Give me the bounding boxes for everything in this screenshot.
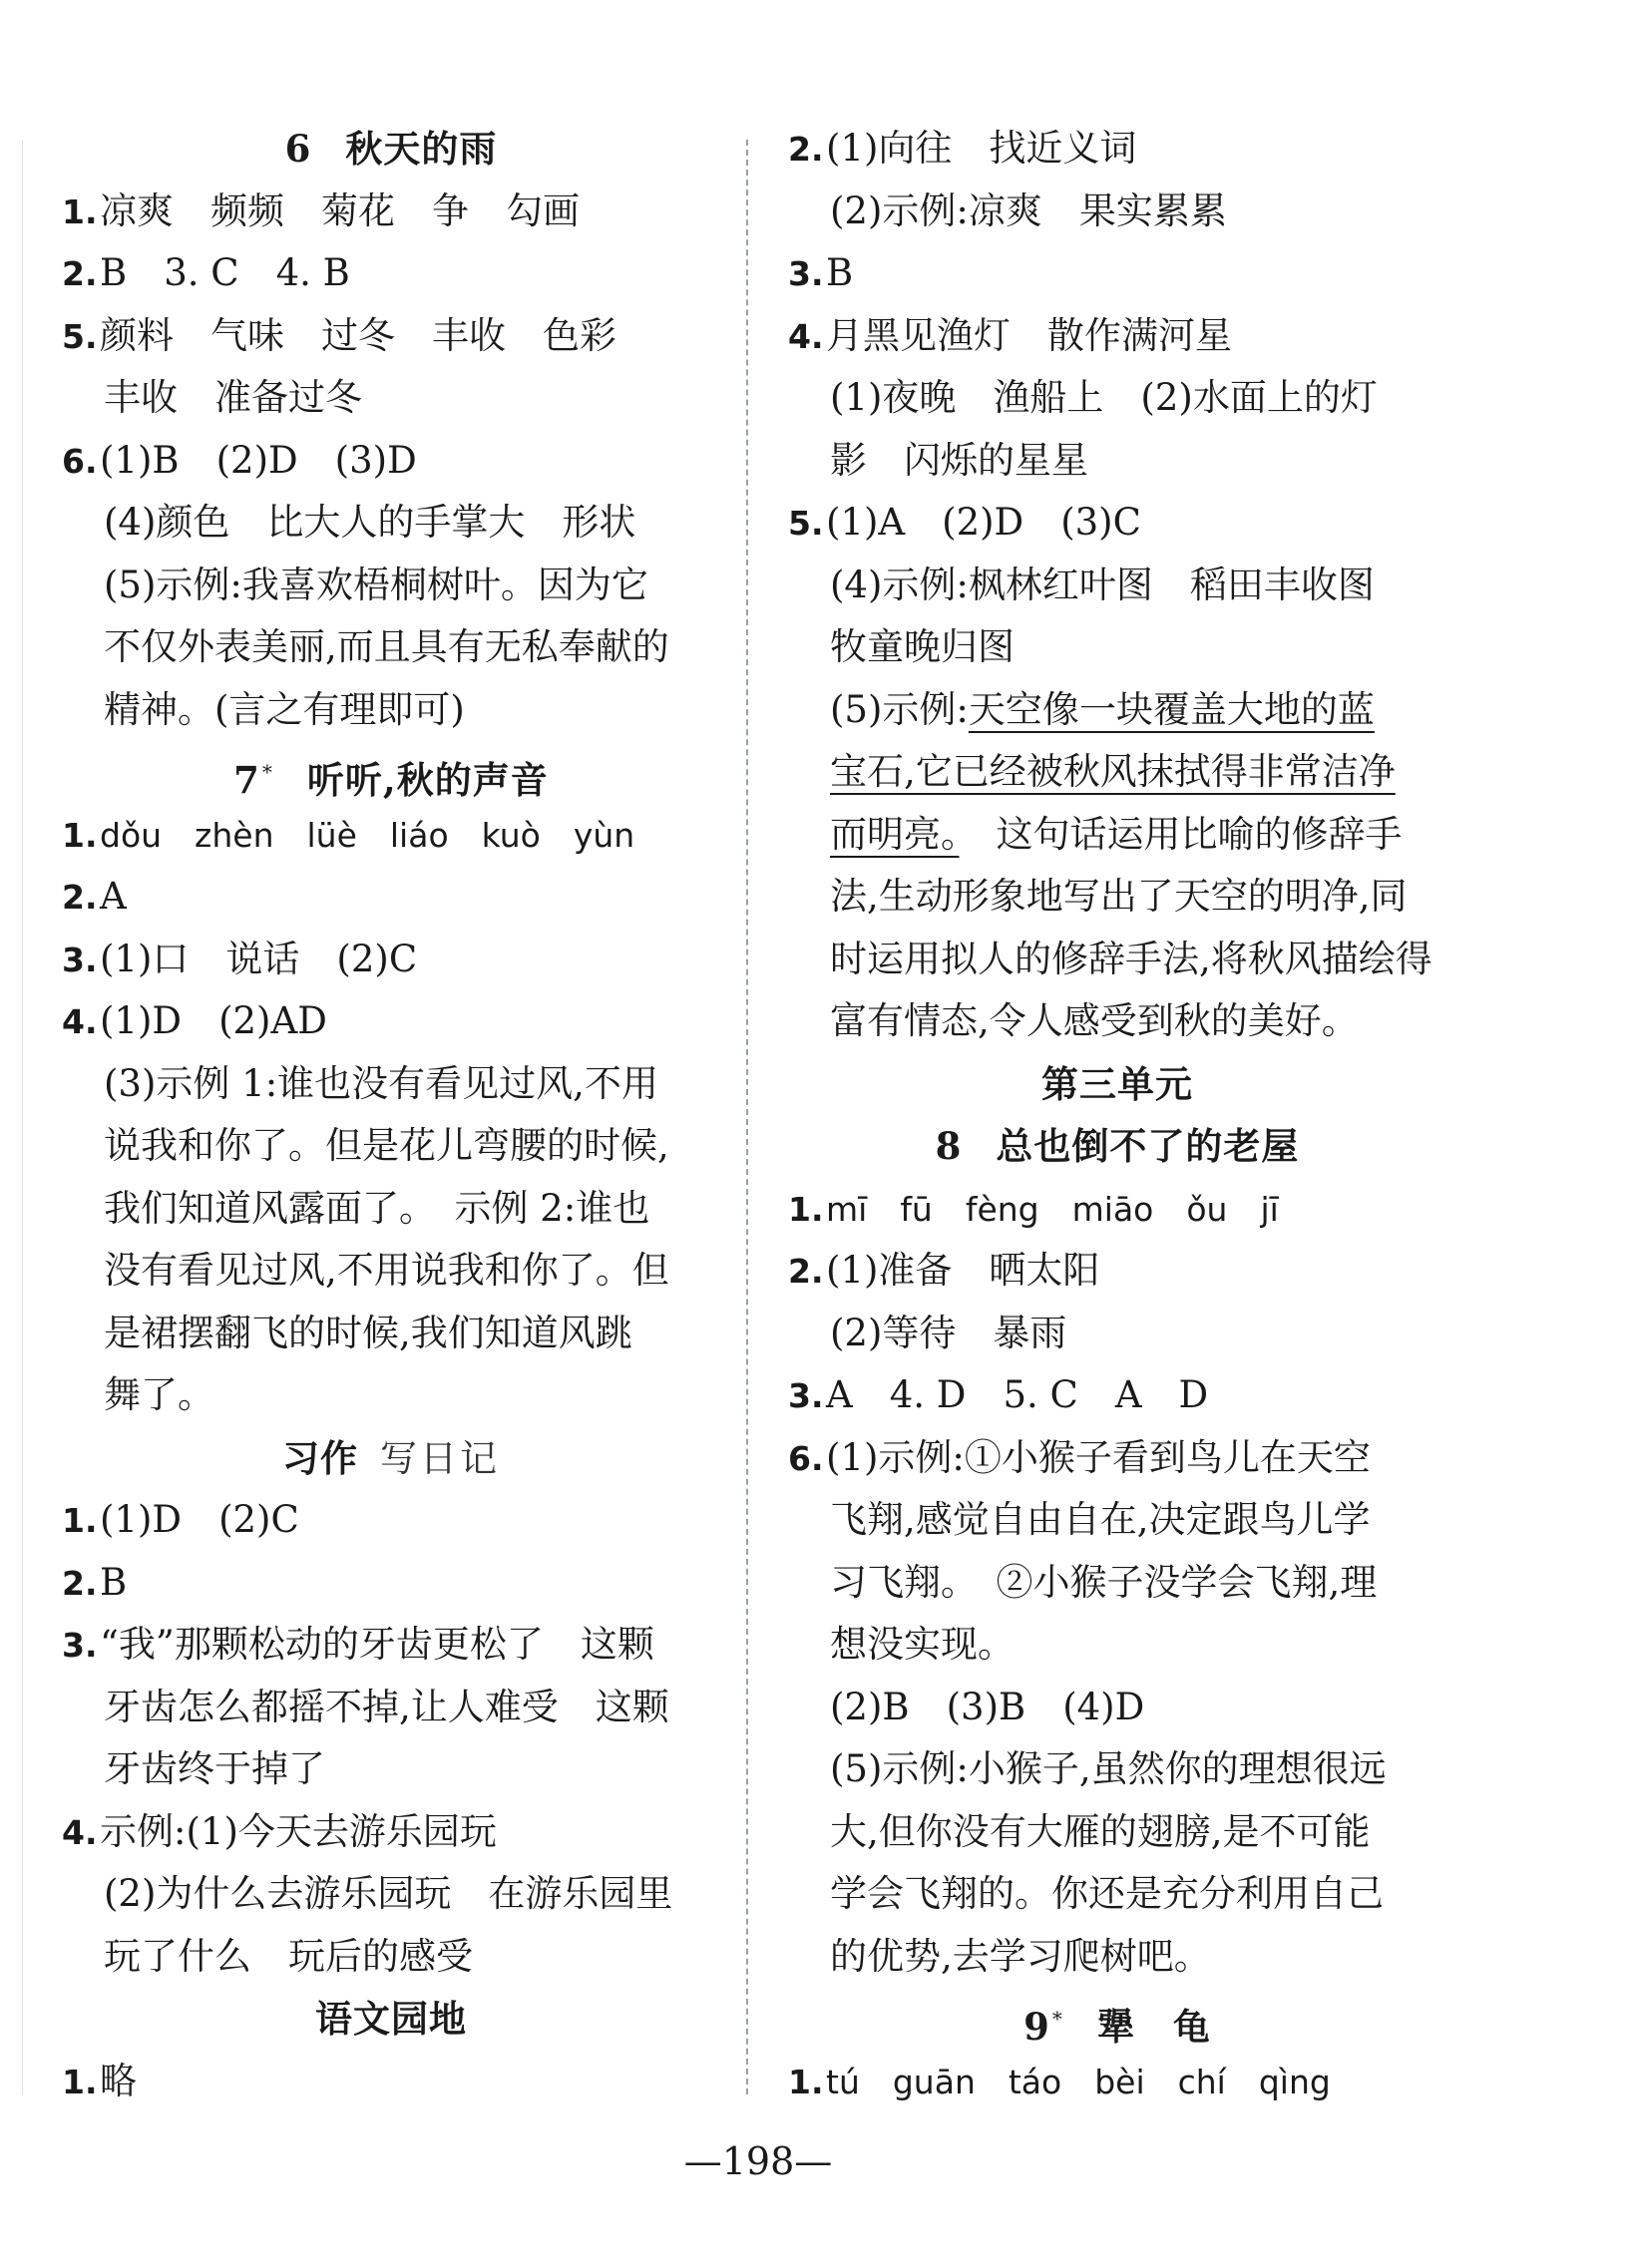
answer-line: (4)示例:枫林红叶图 稻田丰收图 [830, 563, 1375, 606]
answer-line: 而明亮。 这句话运用比喻的修辞手 [830, 812, 1403, 856]
answer-line: (5)示例:小猴子,虽然你的理想很远 [830, 1747, 1387, 1790]
answer-line: 学会飞翔的。你还是充分利用自己 [830, 1872, 1384, 1915]
answer-line: 1.tú guān táo bèi chí qìng [788, 2062, 1331, 2101]
answer-line: (4)颜色 比大人的手掌大 形状 [104, 501, 636, 544]
answer-line: 5.(1)A (2)D (3)C [788, 501, 1141, 544]
answer-line: 4.月黑见渔灯 散作满河星 [788, 313, 1232, 357]
answer-line: 时运用拟人的修辞手法,将秋风描绘得 [830, 937, 1432, 980]
answer-line: 6.(1)示例:①小猴子看到鸟儿在天空 [788, 1435, 1371, 1479]
margin-rule [22, 140, 23, 2094]
answer-line: 想没实现。 [830, 1623, 1015, 1666]
answer-line: 没有看见过风,不用说我和你了。但 [104, 1249, 669, 1292]
lesson-title: 8 总也倒不了的老屋 [935, 1124, 1300, 1168]
underlined-sentence: 天空像一块覆盖大地的蓝 [968, 687, 1375, 731]
answer-line: 习飞翔。 ②小猴子没学会飞翔,理 [830, 1560, 1378, 1604]
answer-line: 牧童晚归图 [830, 625, 1015, 668]
answer-line: 是裙摆翻飞的时候,我们知道风跳 [104, 1311, 632, 1354]
lesson-title: 7 * 听听,秋的声音 [233, 758, 549, 802]
answer-line: 飞翔,感觉自由自在,决定跟鸟儿学 [830, 1498, 1371, 1541]
column-divider [746, 140, 748, 2094]
answer-line: 1.dǒu zhèn lüè liáo kuò yùn [62, 815, 635, 855]
section-title: 语文园地 [315, 1997, 467, 2041]
lesson-title: 6 秋天的雨 [284, 127, 498, 171]
section-title: 习作 写日记 [282, 1435, 500, 1480]
answer-line: 3.(1)口 说话 (2)C [62, 937, 418, 980]
answer-line: 牙齿终于掉了 [104, 1747, 325, 1790]
answer-line: 丰收 准备过冬 [104, 376, 362, 419]
answer-line: 4.(1)D (2)AD [62, 999, 327, 1042]
answer-line: (2)B (3)B (4)D [830, 1685, 1145, 1728]
answer-line: 影 闪烁的星星 [830, 438, 1088, 482]
answer-line: 的优势,去学习爬树吧。 [830, 1934, 1211, 1978]
answer-line: 1.mī fū fèng miāo ǒu jī [788, 1189, 1279, 1229]
answer-line: 2.A [62, 875, 127, 918]
page-number: —198— [683, 2139, 833, 2183]
lesson-title: 9 * 犟 龟 [1023, 2005, 1211, 2049]
answer-line: 不仅外表美丽,而且具有无私奉献的 [104, 625, 669, 668]
answer-line: 玩了什么 玩后的感受 [104, 1934, 473, 1978]
answer-line: (1)夜晚 渔船上 (2)水面上的灯 [830, 376, 1378, 419]
answer-line: 1.(1)D (2)C [62, 1498, 299, 1541]
answer-line: 1.凉爽 频频 菊花 争 勾画 [62, 189, 580, 232]
answer-line: 1.略 [62, 2059, 137, 2102]
answer-line: 3.“我”那颗松动的牙齿更松了 这颗 [62, 1623, 654, 1666]
answer-line: 6.(1)B (2)D (3)D [62, 438, 417, 482]
answer-line: (5)示例:我喜欢梧桐树叶。因为它 [104, 563, 648, 606]
answer-line: 2.(1)准备 晒太阳 [788, 1249, 1100, 1292]
answer-line: (2)为什么去游乐园玩 在游乐园里 [104, 1872, 673, 1915]
answer-line: 精神。(言之有理即可) [104, 687, 465, 731]
answer-line: 2.(1)向往 找近义词 [788, 127, 1137, 170]
answer-line: 说我和你了。但是花儿弯腰的时候, [104, 1124, 669, 1167]
answer-line: 3.B [788, 251, 854, 294]
answer-line: 大,但你没有大雁的翅膀,是不可能 [830, 1809, 1371, 1853]
answer-line: 牙齿怎么都摇不掉,让人难受 这颗 [104, 1685, 669, 1728]
answer-line: 4.示例:(1)今天去游乐园玩 [62, 1809, 497, 1853]
answer-line: 2.B 3. C 4. B [62, 251, 350, 294]
answer-line: 舞了。 [104, 1373, 214, 1416]
answer-line [788, 741, 1446, 804]
answer-line: (5)示例:天空像一块覆盖大地的蓝 [830, 687, 1375, 731]
answer-line: 3.A 4. D 5. C A D [788, 1373, 1209, 1416]
answer-line: (2)等待 暴雨 [830, 1311, 1067, 1354]
answer-line: (2)示例:凉爽 果实累累 [830, 189, 1227, 232]
answer-line: 我们知道风露面了。 示例 2:谁也 [104, 1186, 650, 1230]
answer-line: 5.颜料 气味 过冬 丰收 色彩 [62, 313, 616, 357]
answer-line: 富有情态,令人感受到秋的美好。 [830, 999, 1359, 1042]
underlined-sentence: 而明亮。 [830, 812, 960, 856]
left-column [62, 118, 720, 2112]
underlined-sentence: 宝石,它已经被秋风抹拭得非常洁净 [830, 750, 1396, 793]
answer-line: (3)示例 1:谁也没有看见过风,不用 [104, 1061, 658, 1105]
answer-line: 2.B [62, 1560, 128, 1604]
unit-title: 第三单元 [1041, 1061, 1193, 1106]
right-column [788, 118, 1446, 2112]
answer-line: 法,生动形象地写出了天空的明净,同 [830, 875, 1408, 918]
